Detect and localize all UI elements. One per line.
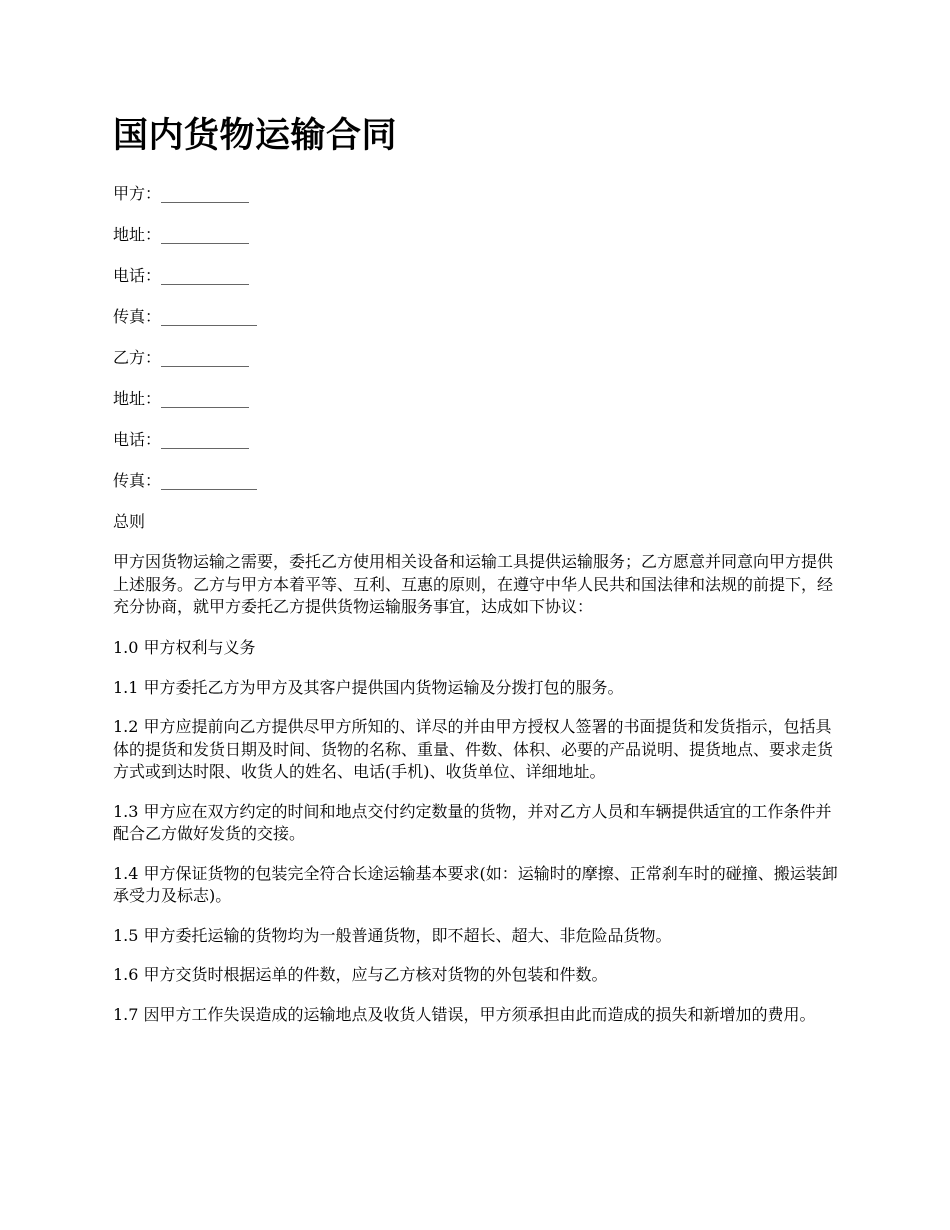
clause: 1.6 甲方交货时根据运单的件数，应与乙方核对货物的外包装和件数。 [113,965,608,984]
section-heading: 1.0 甲方权利与义务 [113,637,256,657]
clause: 1.5 甲方委托运输的货物均为一般普通货物，即不超长、超大、非危险品货物。 [113,925,672,945]
general-heading: 总则 [113,512,146,531]
clause: 1.7 因甲方工作失误造成的运输地点及收货人错误，甲方须承担由此而造成的损失和新增加的费用。 [113,1004,816,1024]
party-b-address-field: 地址：___________ [113,389,250,408]
party-a-address-field: 地址：___________ [113,225,250,244]
document-title: 国内货物运输合同 [113,115,398,156]
party-a-fax-field: 传真：____________ [113,307,258,326]
party-b-phone-field: 电话：___________ [113,430,250,449]
clause: 1.2 甲方应提前向乙方提供尽甲方所知的、详尽的并由甲方授权人签署的书面提货和发货指示，包括具体的提货和发货日期及时间、货物的名称、重量、件数、体积、必要的产品说明、提货地点、要求走货方式或到达时限、收货人的姓名、电话(手机)、收货单位、详细地址。 [113,717,834,781]
party-a-phone-field: 电话：___________ [113,266,250,285]
party-b-fax-field: 传真：____________ [113,471,258,490]
party-b-name-field: 乙方：___________ [113,348,250,367]
clause: 1.1 甲方委托乙方为甲方及其客户提供国内货物运输及分拨打包的服务。 [113,677,624,697]
intro-paragraph: 甲方因货物运输之需要，委托乙方使用相关设备和运输工具提供运输服务；乙方愿意并同意向甲方提供上述服务。乙方与甲方本着平等、互利、互惠的原则，在遵守中华人民共和国法律和法规的前提下，经充分协商，就甲方委托乙方提供货物运输服务事宜，达成如下协议： [113,552,834,616]
clause: 1.3 甲方应在双方约定的时间和地点交付约定数量的货物，并对乙方人员和车辆提供适宜的工作条件并配合乙方做好发货的交接。 [113,801,832,843]
document-page [113,112,843,1043]
clause: 1.4 甲方保证货物的包装完全符合长途运输基本要求(如：运输时的摩擦、正常刹车时的碰撞、搬运装卸承受力及标志)。 [113,863,838,905]
party-a-name-field: 甲方：___________ [113,184,250,203]
